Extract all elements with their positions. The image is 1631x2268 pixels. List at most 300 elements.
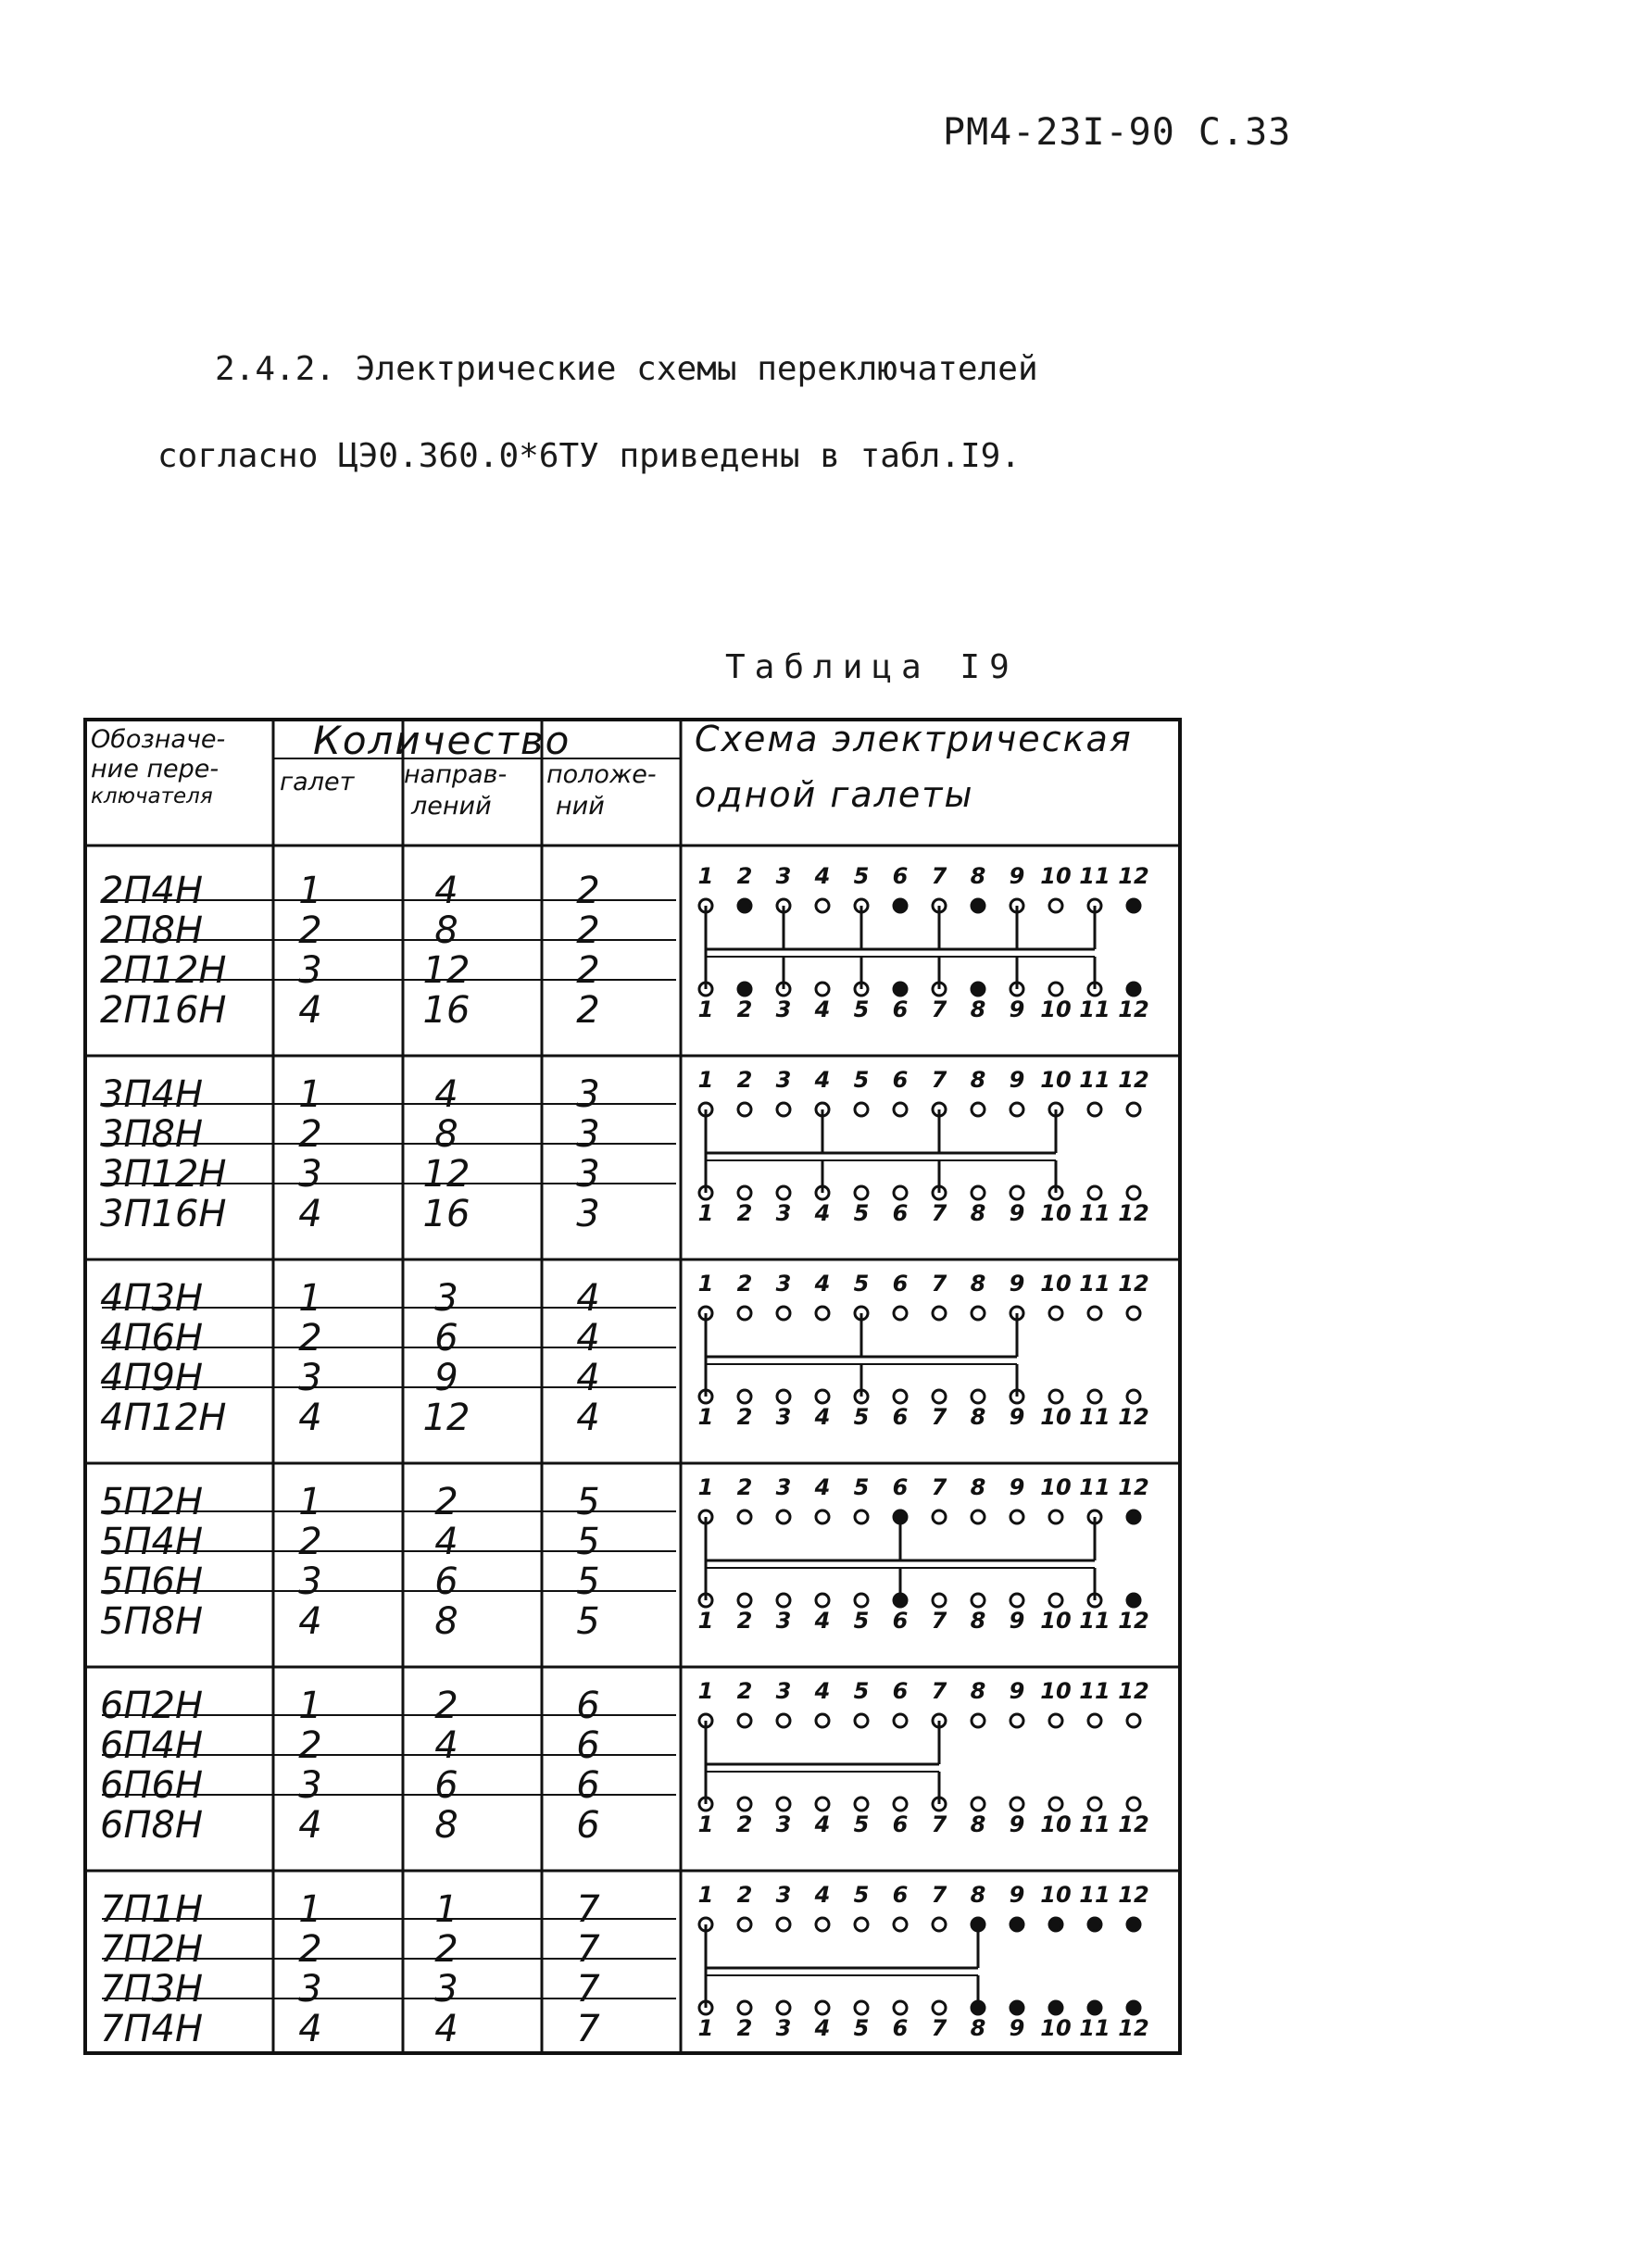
- header-designation-line3: ключателя: [91, 784, 213, 808]
- scheme-bottom-number: 9: [1009, 1608, 1025, 1634]
- scheme-top-number: 10: [1040, 1678, 1072, 1704]
- contact-open: [816, 1307, 829, 1320]
- cell-gallets: 3: [298, 1560, 322, 1603]
- scheme-top-number: 11: [1079, 1882, 1110, 1908]
- schemes-layer: [83, 718, 1195, 2061]
- contact-open: [855, 1594, 868, 1607]
- scheme-top-number: 4: [814, 863, 831, 889]
- contact-open: [777, 1918, 790, 1931]
- scheme-top-number: 6: [892, 863, 909, 889]
- scheme-top-number: 9: [1009, 1271, 1025, 1297]
- cell-gallets: 2: [298, 1113, 322, 1156]
- cell-directions: 6: [434, 1317, 458, 1360]
- scheme-bottom-number: 12: [1118, 2015, 1149, 2041]
- cell-directions: 2: [434, 1481, 458, 1523]
- scheme-bottom-number: 5: [853, 1404, 870, 1430]
- cell-designation: 2П8Н: [100, 909, 204, 952]
- contact-open: [816, 1798, 829, 1811]
- cell-designation: 2П4Н: [100, 870, 204, 912]
- document-code: РМ4-23I-90 С.33: [943, 111, 1292, 154]
- scheme-bottom-number: 8: [970, 1200, 986, 1226]
- scheme-bottom-number: 4: [814, 1404, 831, 1430]
- scheme-bottom-number: 12: [1118, 1811, 1149, 1837]
- contact-open: [1127, 1714, 1140, 1727]
- contact-open: [1088, 1103, 1101, 1116]
- contact-open: [816, 1714, 829, 1727]
- cell-gallets: 3: [298, 949, 322, 992]
- contact-open: [777, 1307, 790, 1320]
- contact-open: [1010, 1714, 1023, 1727]
- contact-open: [1049, 1307, 1062, 1320]
- contact-open: [855, 1918, 868, 1931]
- scheme-top-number: 7: [931, 1067, 947, 1093]
- scheme-top-number: 12: [1118, 1678, 1149, 1704]
- scheme-top-number: 4: [814, 1678, 831, 1704]
- scheme-top-number: 5: [853, 1678, 870, 1704]
- contact-open: [816, 1594, 829, 1607]
- scheme-top-number: 1: [697, 863, 714, 889]
- scheme-bottom-number: 6: [892, 996, 909, 1022]
- cell-positions: 3: [576, 1073, 600, 1116]
- contact-open: [1049, 983, 1062, 996]
- contact-open: [816, 983, 829, 996]
- scheme-top-number: 7: [931, 1474, 947, 1500]
- cell-positions: 7: [576, 2008, 600, 2050]
- contact-closed: [1088, 2001, 1101, 2014]
- cell-positions: 6: [576, 1804, 600, 1847]
- contact-open: [777, 1186, 790, 1199]
- scheme-top-number: 9: [1009, 1474, 1025, 1500]
- cell-directions: 6: [434, 1560, 458, 1603]
- cell-gallets: 3: [298, 1153, 322, 1196]
- scheme-top-number: 8: [970, 1271, 986, 1297]
- cell-directions: 3: [434, 1968, 458, 2011]
- contact-open: [738, 1390, 751, 1403]
- contact-closed: [972, 983, 985, 996]
- scheme-bottom-number: 12: [1118, 1404, 1149, 1430]
- contact-open: [1088, 1714, 1101, 1727]
- contact-open: [1127, 1390, 1140, 1403]
- scheme-top-number: 5: [853, 1882, 870, 1908]
- scheme-top-number: 1: [697, 1271, 714, 1297]
- cell-gallets: 4: [298, 1397, 322, 1439]
- cell-gallets: 4: [298, 1193, 322, 1235]
- cell-gallets: 2: [298, 909, 322, 952]
- scheme-bottom-number: 6: [892, 1404, 909, 1430]
- cell-positions: 6: [576, 1764, 600, 1807]
- contact-open: [738, 1594, 751, 1607]
- scheme-top-number: 5: [853, 1474, 870, 1500]
- scheme-top-number: 6: [892, 1271, 909, 1297]
- scheme-top-number: 2: [736, 1067, 753, 1093]
- header-scheme-line1: Схема электрическая: [695, 719, 1133, 759]
- scheme-bottom-number: 5: [853, 1811, 870, 1837]
- scheme-bottom-number: 3: [775, 996, 792, 1022]
- cell-directions: 8: [434, 909, 458, 952]
- scheme-bottom-number: 3: [775, 2015, 792, 2041]
- contact-open: [1127, 1307, 1140, 1320]
- scheme-bottom-number: 9: [1009, 1200, 1025, 1226]
- switch-table: [83, 718, 1195, 2061]
- scheme-top-number: 11: [1079, 1474, 1110, 1500]
- contact-open: [972, 1510, 985, 1523]
- scheme-top-number: 4: [814, 1474, 831, 1500]
- scheme-bottom-number: 9: [1009, 1811, 1025, 1837]
- cell-directions: 4: [434, 1521, 458, 1563]
- scheme-bottom-number: 5: [853, 2015, 870, 2041]
- cell-directions: 16: [422, 989, 470, 1032]
- contact-open: [738, 2001, 751, 2014]
- cell-designation: 4П9Н: [100, 1357, 204, 1399]
- cell-gallets: 1: [298, 1888, 322, 1931]
- scheme-bottom-number: 3: [775, 1811, 792, 1837]
- scheme-bottom-number: 12: [1118, 996, 1149, 1022]
- cell-designation: 7П2Н: [100, 1928, 204, 1971]
- cell-directions: 12: [422, 1153, 470, 1196]
- cell-designation: 7П3Н: [100, 1968, 204, 2011]
- cell-designation: 4П6Н: [100, 1317, 204, 1360]
- contact-closed: [1049, 1918, 1062, 1931]
- scheme-top-number: 1: [697, 1067, 714, 1093]
- cell-designation: 4П3Н: [100, 1277, 204, 1320]
- scheme-bottom-number: 7: [931, 996, 947, 1022]
- contact-open: [1010, 1594, 1023, 1607]
- cell-directions: 2: [434, 1685, 458, 1727]
- scheme-top-number: 12: [1118, 1067, 1149, 1093]
- contact-open: [1127, 1186, 1140, 1199]
- contact-closed: [1010, 1918, 1023, 1931]
- contact-open: [972, 1714, 985, 1727]
- cell-positions: 4: [576, 1317, 600, 1360]
- cell-designation: 5П8Н: [100, 1600, 204, 1643]
- scheme-top-number: 8: [970, 863, 986, 889]
- cell-positions: 6: [576, 1685, 600, 1727]
- scheme-bottom-number: 3: [775, 1608, 792, 1634]
- cell-directions: 4: [434, 1073, 458, 1116]
- scheme-top-number: 8: [970, 1678, 986, 1704]
- contact-open: [933, 1390, 946, 1403]
- cell-designation: 5П4Н: [100, 1521, 204, 1563]
- scheme-top-number: 8: [970, 1882, 986, 1908]
- cell-designation: 4П12Н: [100, 1397, 227, 1439]
- scheme-bottom-number: 7: [931, 1811, 947, 1837]
- scheme-top-number: 11: [1079, 1067, 1110, 1093]
- contact-open: [1049, 1594, 1062, 1607]
- contact-open: [1010, 1510, 1023, 1523]
- cell-designation: 7П4Н: [100, 2008, 204, 2050]
- scheme-top-number: 7: [931, 1678, 947, 1704]
- scheme-bottom-number: 4: [814, 1200, 831, 1226]
- contact-open: [1127, 1798, 1140, 1811]
- contact-open: [816, 2001, 829, 2014]
- scheme-bottom-number: 12: [1118, 1200, 1149, 1226]
- contact-closed: [738, 983, 751, 996]
- cell-gallets: 2: [298, 1521, 322, 1563]
- contact-open: [738, 1918, 751, 1931]
- scheme-bottom-number: 8: [970, 1608, 986, 1634]
- contact-open: [933, 1510, 946, 1523]
- contact-open: [777, 1390, 790, 1403]
- scheme-bottom-number: 5: [853, 996, 870, 1022]
- contact-open: [855, 1510, 868, 1523]
- scheme-top-number: 1: [697, 1678, 714, 1704]
- contact-open: [933, 1918, 946, 1931]
- contact-closed: [1010, 2001, 1023, 2014]
- cell-gallets: 1: [298, 1073, 322, 1116]
- contact-open: [1049, 1714, 1062, 1727]
- contact-open: [1049, 1390, 1062, 1403]
- cell-directions: 6: [434, 1764, 458, 1807]
- cell-positions: 3: [576, 1193, 600, 1235]
- scheme-top-number: 3: [775, 863, 792, 889]
- header-gallets: галет: [280, 768, 355, 796]
- contact-open: [894, 1390, 907, 1403]
- cell-positions: 4: [576, 1357, 600, 1399]
- scheme-top-number: 12: [1118, 1882, 1149, 1908]
- scheme-top-number: 6: [892, 1474, 909, 1500]
- contact-closed: [894, 899, 907, 912]
- scheme-bottom-number: 3: [775, 1200, 792, 1226]
- cell-positions: 3: [576, 1153, 600, 1196]
- cell-directions: 3: [434, 1277, 458, 1320]
- cell-gallets: 1: [298, 1481, 322, 1523]
- cell-positions: 7: [576, 1928, 600, 1971]
- contact-open: [1010, 1103, 1023, 1116]
- scheme-bottom-number: 10: [1040, 1811, 1072, 1837]
- contact-open: [894, 1798, 907, 1811]
- scheme-bottom-number: 12: [1118, 1608, 1149, 1634]
- contact-open: [894, 1307, 907, 1320]
- contact-open: [1088, 1186, 1101, 1199]
- scheme-bottom-number: 1: [697, 1608, 714, 1634]
- scheme-top-number: 8: [970, 1067, 986, 1093]
- cell-designation: 2П16Н: [100, 989, 227, 1032]
- contact-open: [777, 1510, 790, 1523]
- scheme-top-number: 1: [697, 1882, 714, 1908]
- scheme-bottom-number: 6: [892, 1200, 909, 1226]
- scheme-top-number: 3: [775, 1678, 792, 1704]
- contact-open: [972, 1390, 985, 1403]
- cell-directions: 16: [422, 1193, 470, 1235]
- scheme-top-number: 9: [1009, 863, 1025, 889]
- contact-open: [777, 1594, 790, 1607]
- scheme-top-number: 11: [1079, 1678, 1110, 1704]
- cell-positions: 7: [576, 1888, 600, 1931]
- cell-designation: 6П2Н: [100, 1685, 204, 1727]
- contact-open: [816, 1390, 829, 1403]
- scheme-bottom-number: 11: [1079, 996, 1110, 1022]
- scheme-bottom-number: 7: [931, 2015, 947, 2041]
- cell-positions: 2: [576, 949, 600, 992]
- scheme-top-number: 5: [853, 863, 870, 889]
- contact-open: [894, 1714, 907, 1727]
- contact-open: [972, 1307, 985, 1320]
- contact-open: [738, 1798, 751, 1811]
- contact-open: [1088, 1307, 1101, 1320]
- cell-positions: 5: [576, 1521, 600, 1563]
- cell-designation: 3П16Н: [100, 1193, 227, 1235]
- scheme-bottom-number: 9: [1009, 996, 1025, 1022]
- scheme-bottom-number: 3: [775, 1404, 792, 1430]
- contact-open: [777, 1798, 790, 1811]
- scheme-bottom-number: 11: [1079, 1608, 1110, 1634]
- scheme-bottom-number: 2: [736, 2015, 753, 2041]
- cell-positions: 5: [576, 1600, 600, 1643]
- cell-designation: 3П4Н: [100, 1073, 204, 1116]
- scheme-top-number: 4: [814, 1067, 831, 1093]
- scheme-bottom-number: 10: [1040, 1608, 1072, 1634]
- cell-directions: 9: [434, 1357, 458, 1399]
- cell-designation: 2П12Н: [100, 949, 227, 992]
- scheme-bottom-number: 4: [814, 1608, 831, 1634]
- scheme-top-number: 6: [892, 1067, 909, 1093]
- cell-designation: 5П6Н: [100, 1560, 204, 1603]
- contact-open: [816, 1510, 829, 1523]
- contact-closed: [894, 983, 907, 996]
- scheme-top-number: 5: [853, 1271, 870, 1297]
- contact-open: [1088, 1798, 1101, 1811]
- cell-positions: 2: [576, 909, 600, 952]
- scheme-bottom-number: 7: [931, 1608, 947, 1634]
- contact-open: [777, 1714, 790, 1727]
- scheme-bottom-number: 8: [970, 996, 986, 1022]
- cell-positions: 7: [576, 1968, 600, 2011]
- contact-closed: [1127, 2001, 1140, 2014]
- scheme-bottom-number: 1: [697, 2015, 714, 2041]
- cell-directions: 4: [434, 1724, 458, 1767]
- scheme-bottom-number: 5: [853, 1608, 870, 1634]
- cell-gallets: 1: [298, 1277, 322, 1320]
- contact-closed: [1088, 1918, 1101, 1931]
- cell-designation: 3П12Н: [100, 1153, 227, 1196]
- contact-open: [738, 1103, 751, 1116]
- header-directions-line2: лений: [411, 792, 492, 821]
- contact-open: [777, 2001, 790, 2014]
- cell-positions: 3: [576, 1113, 600, 1156]
- scheme-top-number: 3: [775, 1067, 792, 1093]
- scheme-top-number: 12: [1118, 1271, 1149, 1297]
- cell-gallets: 4: [298, 2008, 322, 2050]
- scheme-top-number: 3: [775, 1474, 792, 1500]
- scheme-top-number: 10: [1040, 863, 1072, 889]
- contact-open: [855, 1798, 868, 1811]
- cell-directions: 8: [434, 1804, 458, 1847]
- scheme-top-number: 6: [892, 1678, 909, 1704]
- contact-closed: [1127, 1510, 1140, 1523]
- contact-closed: [738, 899, 751, 912]
- contact-open: [738, 1714, 751, 1727]
- contact-closed: [972, 899, 985, 912]
- scheme-top-number: 6: [892, 1882, 909, 1908]
- cell-positions: 2: [576, 989, 600, 1032]
- scheme-bottom-number: 10: [1040, 2015, 1072, 2041]
- scheme-top-number: 12: [1118, 863, 1149, 889]
- scheme-bottom-number: 11: [1079, 1811, 1110, 1837]
- scheme-top-number: 9: [1009, 1678, 1025, 1704]
- contact-open: [972, 1594, 985, 1607]
- table-caption: Таблица I9: [725, 648, 1019, 686]
- paragraph-line-2: согласно ЦЭ0.360.0*6ТУ приведены в табл.I9.: [157, 437, 1021, 475]
- cell-designation: 6П6Н: [100, 1764, 204, 1807]
- scheme-top-number: 2: [736, 1678, 753, 1704]
- scheme-top-number: 2: [736, 1271, 753, 1297]
- header-quantity: Количество: [313, 718, 571, 763]
- cell-gallets: 3: [298, 1357, 322, 1399]
- header-positions-line1: положе-: [546, 760, 657, 789]
- cell-positions: 2: [576, 870, 600, 912]
- header-designation-line1: Обозначе-: [91, 725, 226, 754]
- scheme-bottom-number: 10: [1040, 1404, 1072, 1430]
- scheme-bottom-number: 2: [736, 996, 753, 1022]
- scheme-bottom-number: 1: [697, 1811, 714, 1837]
- contact-open: [972, 1103, 985, 1116]
- contact-open: [1088, 1390, 1101, 1403]
- cell-positions: 5: [576, 1481, 600, 1523]
- contact-open: [1049, 899, 1062, 912]
- cell-gallets: 4: [298, 1804, 322, 1847]
- scheme-bottom-number: 8: [970, 2015, 986, 2041]
- scheme-top-number: 11: [1079, 1271, 1110, 1297]
- scheme-top-number: 1: [697, 1474, 714, 1500]
- contact-open: [894, 1186, 907, 1199]
- scheme-bottom-number: 9: [1009, 1404, 1025, 1430]
- cell-gallets: 2: [298, 1928, 322, 1971]
- cell-positions: 5: [576, 1560, 600, 1603]
- contact-open: [855, 1186, 868, 1199]
- cell-gallets: 1: [298, 1685, 322, 1727]
- contact-closed: [1127, 1594, 1140, 1607]
- cell-gallets: 4: [298, 989, 322, 1032]
- contact-open: [894, 1103, 907, 1116]
- scheme-bottom-number: 8: [970, 1811, 986, 1837]
- contact-open: [816, 1918, 829, 1931]
- scheme-bottom-number: 1: [697, 1404, 714, 1430]
- contact-open: [1049, 1510, 1062, 1523]
- scheme-top-number: 2: [736, 1474, 753, 1500]
- scheme-bottom-number: 2: [736, 1200, 753, 1226]
- scheme-bottom-number: 11: [1079, 2015, 1110, 2041]
- cell-directions: 12: [422, 1397, 470, 1439]
- cell-gallets: 2: [298, 1724, 322, 1767]
- scheme-top-number: 7: [931, 863, 947, 889]
- contact-open: [972, 1186, 985, 1199]
- scheme-bottom-number: 1: [697, 1200, 714, 1226]
- scheme-top-number: 3: [775, 1271, 792, 1297]
- scheme-bottom-number: 4: [814, 996, 831, 1022]
- scheme-top-number: 4: [814, 1882, 831, 1908]
- scheme-top-number: 12: [1118, 1474, 1149, 1500]
- scheme-top-number: 3: [775, 1882, 792, 1908]
- contact-open: [933, 1594, 946, 1607]
- scheme-bottom-number: 8: [970, 1404, 986, 1430]
- scheme-top-number: 2: [736, 1882, 753, 1908]
- cell-gallets: 3: [298, 1764, 322, 1807]
- scheme-top-number: 2: [736, 863, 753, 889]
- scheme-bottom-number: 4: [814, 1811, 831, 1837]
- scheme-top-number: 7: [931, 1271, 947, 1297]
- cell-directions: 4: [434, 870, 458, 912]
- cell-gallets: 3: [298, 1968, 322, 2011]
- cell-gallets: 2: [298, 1317, 322, 1360]
- scheme-bottom-number: 1: [697, 996, 714, 1022]
- header-directions-line1: направ-: [404, 760, 508, 789]
- scheme-top-number: 5: [853, 1067, 870, 1093]
- scheme-bottom-number: 2: [736, 1608, 753, 1634]
- scheme-top-number: 9: [1009, 1882, 1025, 1908]
- contact-open: [738, 1186, 751, 1199]
- contact-open: [894, 1918, 907, 1931]
- scheme-bottom-number: 6: [892, 1811, 909, 1837]
